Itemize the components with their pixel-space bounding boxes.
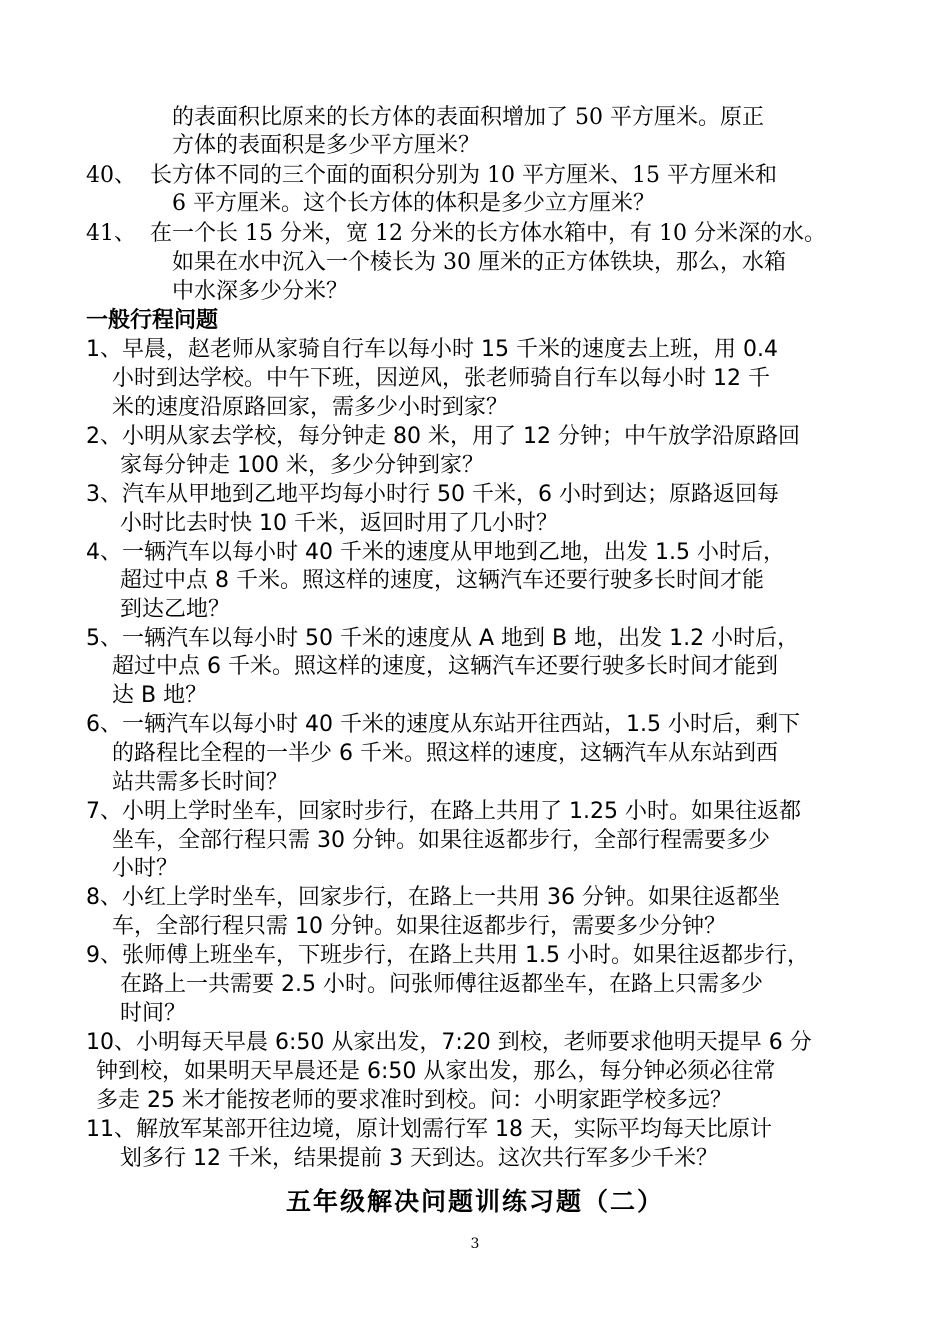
problem-4-line-2: 超过中点 8 千米。照这样的速度，这辆汽车还要行驶多长时间才能 xyxy=(120,568,764,593)
problem-8-line-2: 车，全部行程只需 10 分钟。如果往返都步行，需要多少分钟？ xyxy=(112,914,726,939)
problem-11-line-1: 11、解放军某部开往边境，原计划需行军 18 天，实际平均每天比原计 xyxy=(86,1117,772,1142)
problem-4-line-3: 到达乙地？ xyxy=(120,597,231,622)
next-section-title: 五年级解决问题训练习题（二） xyxy=(285,1187,664,1216)
problem-6-line-3: 站共需多长时间？ xyxy=(112,770,289,795)
q41-number: 41、 xyxy=(86,221,136,246)
q41-line-3: 中水深多少分米？ xyxy=(172,279,349,304)
problem-10-line-3: 多走 25 米才能按老师的要求准时到校。问：小明家距学校多远？ xyxy=(96,1088,732,1113)
problem-1-line-1: 1、早晨，赵老师从家骑自行车以每小时 15 千米的速度去上班，用 0.4 xyxy=(86,337,778,362)
problem-7-line-3: 小时？ xyxy=(112,856,179,881)
problem-3-line-2: 小时比去时快 10 千米，返回时用了几小时？ xyxy=(120,511,558,536)
page-number: 3 xyxy=(470,1236,480,1252)
q40-line-1: 长方体不同的三个面的面积分别为 10 平方厘米、15 平方厘米和 xyxy=(150,163,777,188)
problem-9-line-3: 时间？ xyxy=(120,1001,187,1026)
problem-2-line-2: 家每分钟走 100 米，多少分钟到家？ xyxy=(120,453,484,478)
problem-5-line-2: 超过中点 6 千米。照这样的速度，这辆汽车还要行驶多长时间才能到 xyxy=(112,654,778,679)
problem-1-line-2: 小时到达学校。中午下班，因逆风，张老师骑自行车以每小时 12 千 xyxy=(112,366,770,391)
problem-6-line-1: 6、一辆汽车以每小时 40 千米的速度从东站开往西站，1.5 小时后，剩下 xyxy=(86,712,800,737)
problem-3-line-1: 3、汽车从甲地到乙地平均每小时行 50 千米，6 小时到达；原路返回每 xyxy=(86,482,779,507)
problem-10-line-2: 钟到校，如果明天早晨还是 6:50 从家出发，那么，每分钟必须必往常 xyxy=(96,1059,776,1084)
problem-9-line-2: 在路上一共需要 2.5 小时。问张师傅往返都坐车，在路上只需多少 xyxy=(120,972,763,997)
problem-8-line-1: 8、小红上学时坐车，回家步行，在路上一共用 36 分钟。如果往返都坐 xyxy=(86,885,780,910)
q41-line-1: 在一个长 15 分米，宽 12 分米的长方体水箱中，有 10 分米深的水。 xyxy=(150,221,826,246)
problem-10-line-1: 10、小明每天早晨 6:50 从家出发，7:20 到校，老师要求他明天提早 6 分 xyxy=(86,1030,812,1055)
q40-line-2: 6 平方厘米。这个长方体的体积是多少立方厘米？ xyxy=(172,191,655,216)
problem-4-line-1: 4、一辆汽车以每小时 40 千米的速度从甲地到乙地，出发 1.5 小时后， xyxy=(86,540,785,565)
problem-1-line-3: 米的速度沿原路回家，需多少小时到家？ xyxy=(112,395,509,420)
problem-9-line-1: 9、张师傅上班坐车，下班步行，在路上共用 1.5 小时。如果往返都步行， xyxy=(86,943,809,968)
q40-number: 40、 xyxy=(86,163,136,188)
problem-7-line-2: 坐车，全部行程只需 30 分钟。如果往返都步行，全部行程需要多少 xyxy=(112,828,770,853)
solid-continued-line-1: 的表面积比原来的长方体的表面积增加了 50 平方厘米。原正 xyxy=(172,105,764,130)
problem-5-line-3: 达 B 地？ xyxy=(112,683,208,708)
problem-2-line-1: 2、小明从家去学校，每分钟走 80 米，用了 12 分钟；中午放学沿原路回 xyxy=(86,424,800,449)
problem-11-line-2: 划多行 12 千米，结果提前 3 天到达。这次共行军多少千米？ xyxy=(120,1146,718,1171)
section-heading: 一般行程问题 xyxy=(86,308,219,333)
q41-line-2: 如果在水中沉入一个棱长为 30 厘米的正方体铁块，那么，水箱 xyxy=(172,250,786,275)
problem-5-line-1: 5、一辆汽车以每小时 50 千米的速度从 A 地到 B 地，出发 1.2 小时后， xyxy=(86,626,800,651)
problem-6-line-2: 的路程比全程的一半少 6 千米。照这样的速度，这辆汽车从东站到西 xyxy=(112,741,778,766)
solid-continued-line-2: 方体的表面积是多少平方厘米？ xyxy=(172,133,481,158)
problem-7-line-1: 7、小明上学时坐车，回家时步行，在路上共用了 1.25 小时。如果往返都 xyxy=(86,799,801,824)
